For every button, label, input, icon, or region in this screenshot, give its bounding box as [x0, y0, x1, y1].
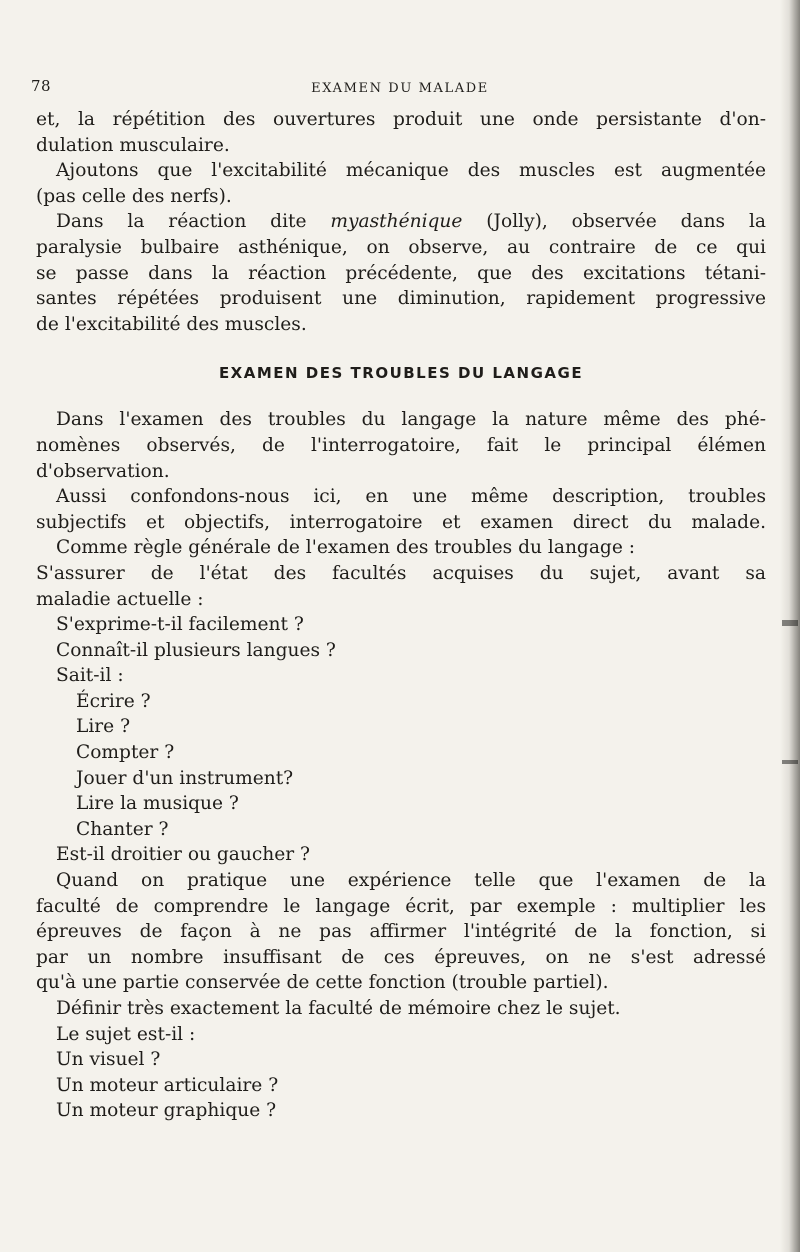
text-run: Dans la réaction dite [56, 211, 331, 233]
text-line: subjectifs et objectifs, interrogatoire et examen direct du malade. [36, 511, 766, 533]
paragraph [36, 407, 766, 484]
list-item: S'exprime-t-il facilement ? [56, 614, 304, 636]
text-line: santes répétées produisent une diminution, rapidement progressive [36, 288, 766, 310]
paragraph [36, 868, 766, 996]
text-line: dulation musculaire. [36, 134, 230, 156]
text-line: Définir très exactement la faculté de mémoire chez le sujet. [56, 998, 621, 1019]
paragraph [36, 209, 766, 337]
text-line: Dans l'examen des troubles du langage la nature même des phé- [56, 409, 766, 431]
list-item: Écrire ? [76, 690, 151, 712]
text-line: maladie actuelle : [36, 588, 204, 610]
text-line: de l'excitabilité des muscles. [36, 313, 307, 335]
list-item: Lire ? [76, 716, 131, 738]
text-line: Quand on pratique une expérience telle que l'examen de la [56, 870, 766, 892]
page-edge-mark [782, 760, 798, 764]
paragraph [36, 107, 766, 158]
page-number: 78 [31, 77, 52, 95]
paragraph [36, 1022, 766, 1124]
text-line: Aussi confondons-nous ici, en une même description, troubles [56, 486, 766, 508]
list-item: Est-il droitier ou gaucher ? [56, 844, 311, 866]
text-line: d'observation. [36, 460, 170, 482]
page-edge-shadow [780, 0, 800, 1252]
text-line: par un nombre insuffisant de ces épreuves, on ne s'est adressé [36, 946, 766, 968]
list-item: Lire la musique ? [76, 793, 239, 815]
page-body [36, 107, 766, 1124]
text-line: Comme règle générale de l'examen des troubles du langage : [56, 537, 636, 559]
running-title: EXAMEN DU MALADE [311, 81, 489, 96]
text-line: Le sujet est-il : [56, 1023, 196, 1045]
text-line: et, la répétition des ouvertures produit une onde persistante d'on- [36, 109, 766, 130]
text-line: (pas celle des nerfs). [36, 185, 232, 207]
text-line [36, 209, 766, 235]
list-item: Un moteur articulaire ? [56, 1074, 279, 1096]
page-edge-mark [782, 620, 798, 626]
text-line: qu'à une partie conservée de cette fonction (trouble partiel). [36, 972, 609, 994]
text-line: épreuves de façon à ne pas affirmer l'intégrité de la fonction, si [36, 921, 766, 943]
section-heading: EXAMEN DES TROUBLES DU LANGAGE [218, 364, 584, 383]
list-item: Compter ? [76, 742, 175, 764]
text-line: nomènes observés, de l'interrogatoire, fait le principal élémen [36, 434, 766, 456]
question-list [36, 612, 766, 689]
list-item: Chanter ? [76, 818, 169, 840]
list-item: Jouer d'un instrument? [76, 767, 294, 789]
paragraph [36, 484, 766, 535]
list-item: Un visuel ? [56, 1049, 161, 1071]
paragraph [36, 535, 766, 612]
list-item: Un moteur graphique ? [56, 1100, 277, 1122]
question-sublist [36, 689, 766, 843]
text-line: faculté de comprendre le langage écrit, par exemple : multiplier les [36, 895, 766, 917]
text-line: se passe dans la réaction précédente, que des excitations tétani- [36, 262, 766, 284]
italic-term: myasthénique [330, 211, 463, 233]
list-item: Connaît-il plusieurs langues ? [56, 639, 336, 661]
text-line: S'assurer de l'état des facultés acquises du sujet, avant sa [36, 562, 766, 584]
text-run: (Jolly), observée dans la [462, 211, 766, 233]
paragraph [36, 158, 766, 209]
text-line: paralysie bulbaire asthénique, on observe, au contraire de ce qui [36, 236, 766, 258]
text-line: Ajoutons que l'excitabilité mécanique des muscles est augmentée [56, 160, 766, 182]
list-item: Sait-il : [56, 665, 124, 687]
